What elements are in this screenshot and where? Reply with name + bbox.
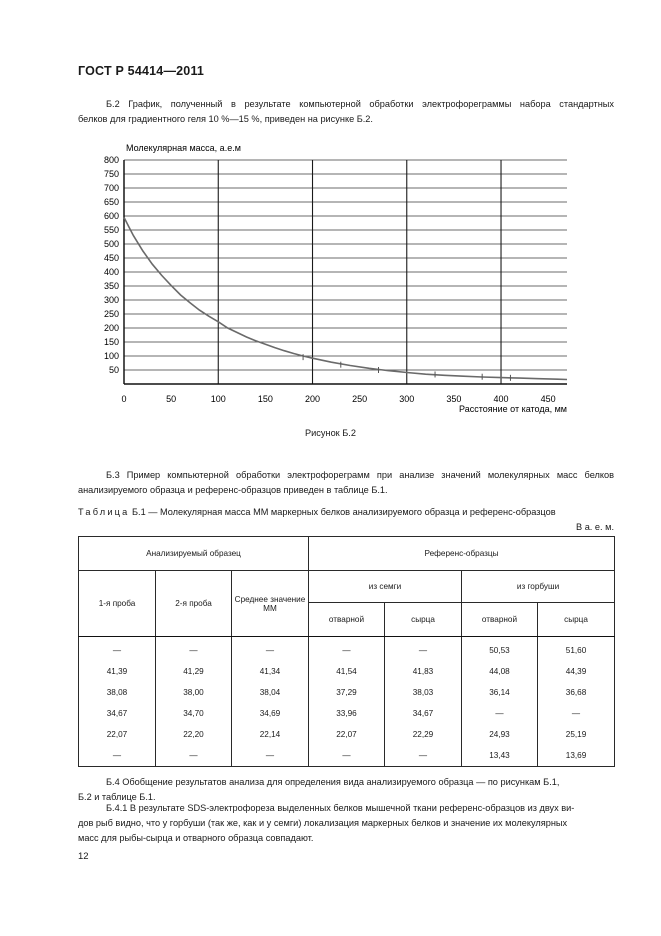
chart-y-tick-label: 550 [103, 225, 119, 235]
table-cell: 51,60 [538, 637, 615, 662]
chart-tick-labels [104, 155, 556, 404]
table-cell: 38,08 [79, 682, 156, 703]
header-mean-mm: Среднее значение ММ [232, 571, 309, 637]
table-cell: 13,43 [462, 745, 538, 767]
chart-y-tick-label: 800 [103, 155, 119, 165]
paragraph-b2-line2: белков для градиентного геля 10 %—15 %, приведен на рисунке Б.2. [78, 114, 373, 124]
paragraph-b3 [78, 468, 614, 498]
chart-y-tick-label: 50 [108, 365, 119, 375]
table-units: В а. е. м. [576, 522, 614, 532]
chart-y-tick-label: 700 [103, 183, 119, 193]
table-cell: 34,70 [156, 703, 232, 724]
chart-x-tick-label: 400 [493, 394, 509, 404]
table-cell: 13,69 [538, 745, 615, 767]
chart-x-tick-label: 350 [446, 394, 462, 404]
table-cell: 22,07 [79, 724, 156, 745]
table-title-text: Б.1 — Молекулярная масса ММ маркерных белков анализируемого образца и референс-образцов [132, 507, 556, 517]
table-cell: 34,69 [232, 703, 309, 724]
header-semga-raw: сырца [385, 603, 462, 637]
figure-caption: Рисунок Б.2 [305, 428, 356, 438]
table-cell: 36,14 [462, 682, 538, 703]
table-cell: 44,39 [538, 661, 615, 682]
header-gorbusha: из горбуши [462, 571, 615, 603]
table-cell: 50,53 [462, 637, 538, 662]
table-cell: 41,29 [156, 661, 232, 682]
header-semga: из семги [309, 571, 462, 603]
table-cell: 22,20 [156, 724, 232, 745]
header-gorbusha-boiled: отварной [462, 603, 538, 637]
chart-y-tick-label: 450 [103, 253, 119, 263]
chart-y-tick-label: 200 [103, 323, 119, 333]
header-gorbusha-raw: сырца [538, 603, 615, 637]
chart-x-tick-label: 0 [121, 394, 127, 404]
chart-y-tick-label: 150 [103, 337, 119, 347]
chart-y-tick-label: 750 [103, 169, 119, 179]
chart-y-tick-label: 300 [103, 295, 119, 305]
table-cell: — [538, 703, 615, 724]
chart-y-tick-label: 100 [103, 351, 119, 361]
table-cell: 36,68 [538, 682, 615, 703]
table-cell: 34,67 [79, 703, 156, 724]
chart-x-tick-label: 50 [166, 394, 177, 404]
table-cell: 44,08 [462, 661, 538, 682]
chart-y-tick-label: 350 [103, 281, 119, 291]
table-cell: — [385, 745, 462, 767]
document-header: ГОСТ Р 54414—2011 [78, 64, 205, 78]
table-cell: 38,03 [385, 682, 462, 703]
paragraph-b2-line1: Б.2 График, полученный в результате компьютерной обработки электрофореграммы набора стандартных [106, 99, 614, 109]
table-row [79, 637, 615, 662]
paragraph-b4-line1: Б.4 Обобщение результатов анализа для определения вида анализируемого образца — по рисункам Б.1, [106, 777, 560, 787]
table-cell: 41,39 [79, 661, 156, 682]
paragraph-b4-line2: Б.2 и таблице Б.1. [78, 792, 156, 802]
header-probe-1: 1-я проба [79, 571, 156, 637]
table-cell: — [232, 745, 309, 767]
chart-x-tick-label: 100 [210, 394, 226, 404]
table-cell: 34,67 [385, 703, 462, 724]
chart-grid [124, 160, 567, 384]
paragraph-b41 [78, 801, 614, 846]
page-number: 12 [78, 851, 89, 862]
table-cell: — [79, 637, 156, 662]
table-cell: — [156, 745, 232, 767]
data-table [78, 536, 615, 767]
table-row [79, 682, 615, 703]
table-row [79, 724, 615, 745]
table-row [79, 661, 615, 682]
table-title [78, 507, 614, 517]
table-cell: 41,83 [385, 661, 462, 682]
table-cell: 38,00 [156, 682, 232, 703]
paragraph-b41-line3: масс для рыбы-сырца и отварного образца совпадают. [78, 833, 314, 843]
chart-x-tick-label: 450 [540, 394, 556, 404]
paragraph-b3-line1: Б.3 Пример компьютерной обработки электрофореграмм при анализе значений молекулярных масс белков [106, 470, 614, 480]
chart-x-axis-label: Расстояние от катода, мм [459, 404, 567, 414]
paragraph-b41-line2: дов рыб видно, что у горбуши (так же, как и у семги) локализация маркерных белков и значение их молекулярных [78, 818, 568, 828]
table-cell: 24,93 [462, 724, 538, 745]
paragraph-b41-line1: Б.4.1 В результате SDS-электрофореза выделенных белков мышечной ткани референс-образцов из двух ви- [106, 803, 575, 813]
table-cell: 22,29 [385, 724, 462, 745]
chart-y-tick-label: 650 [103, 197, 119, 207]
table-cell: — [385, 637, 462, 662]
table-cell: — [232, 637, 309, 662]
header-analyzed-sample: Анализируемый образец [79, 537, 309, 571]
table-cell: 25,19 [538, 724, 615, 745]
chart-x-tick-label: 150 [257, 394, 273, 404]
table-cell: 41,34 [232, 661, 309, 682]
table-body [79, 637, 615, 767]
chart-y-tick-label: 600 [103, 211, 119, 221]
chart-x-tick-label: 300 [399, 394, 415, 404]
header-reference-samples: Референс-образцы [309, 537, 615, 571]
table-row [79, 703, 615, 724]
chart-y-tick-label: 250 [103, 309, 119, 319]
chart-y-axis-label: Молекулярная масса, а.е.м [126, 143, 241, 153]
chart-y-tick-label: 400 [103, 267, 119, 277]
paragraph-b3-line2: анализируемого образца и референс-образцов приведен в таблице Б.1. [78, 485, 388, 495]
chart-y-tick-label: 500 [103, 239, 119, 249]
table-cell: 33,96 [309, 703, 385, 724]
table-cell: 22,14 [232, 724, 309, 745]
table-cell: — [309, 637, 385, 662]
table-cell: 37,29 [309, 682, 385, 703]
table-row [79, 745, 615, 767]
table-cell: — [309, 745, 385, 767]
table-cell: — [462, 703, 538, 724]
chart-x-tick-label: 200 [304, 394, 321, 404]
table-cell: — [79, 745, 156, 767]
table-cell: 41,54 [309, 661, 385, 682]
table-cell: 22,07 [309, 724, 385, 745]
chart-x-tick-label: 250 [352, 394, 368, 404]
table-cell: — [156, 637, 232, 662]
header-probe-2: 2-я проба [156, 571, 232, 637]
header-semga-boiled: отварной [309, 603, 385, 637]
table-label: Таблица [78, 507, 130, 517]
table-cell: 38,04 [232, 682, 309, 703]
